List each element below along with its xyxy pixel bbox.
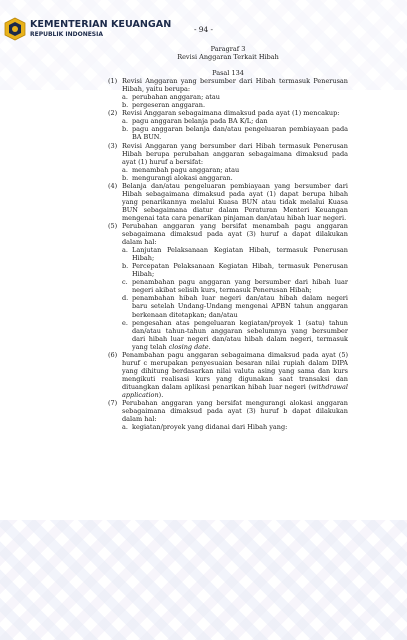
list-item — [122, 93, 348, 101]
item-label: a. — [122, 117, 128, 126]
paragraph-text-end: ). — [158, 390, 164, 399]
paragraph-number: (4) — [108, 181, 118, 190]
paragraph-text: Perubahan anggaran yang bersifat mengurangi alokasi anggaran sebagaimana dimaksud pada ayat (3) huruf b dapat dilakukan dalam hal: — [122, 399, 348, 424]
item-text: pagu anggaran belanja pada BA K/L; dan — [132, 117, 268, 126]
paragraph-7 — [108, 399, 348, 431]
item-label: a. — [122, 423, 128, 432]
item-label: a. — [122, 246, 128, 255]
item-label: b. — [122, 101, 129, 110]
paragraph-6 — [108, 351, 348, 399]
item-text: pengesahan atas pengeluaran kegiatan/proyek 1 (satu) tahun dan/atau tahun-tahun anggaran sebelumnya yang bersumber dari hibah luar negeri dan/atau hibah dalam negeri, termasuk yang telah — [132, 318, 348, 351]
list-item — [122, 319, 348, 351]
paragraph-number: (3) — [108, 141, 118, 150]
item-text: pergeseran anggaran. — [132, 101, 206, 110]
item-label: b. — [122, 262, 129, 271]
list-item — [122, 423, 348, 431]
item-label: a. — [122, 165, 128, 174]
paragraph-text: Revisi Anggaran sebagaimana dimaksud pada ayat (1) mencakup: — [122, 109, 340, 118]
list-item — [122, 117, 348, 125]
item-text: mengurangi alokasi anggaran. — [132, 173, 233, 182]
item-text: pagu anggaran belanja dan/atau pengeluaran pembiayaan pada BA BUN. — [132, 125, 348, 142]
background-pattern-bottom — [0, 520, 407, 640]
item-italic-term: closing date — [168, 342, 209, 351]
paragraph-4 — [108, 182, 348, 222]
list-item — [122, 174, 348, 182]
ministry-name: KEMENTERIAN KEUANGAN — [30, 19, 172, 31]
paragraph-1 — [108, 77, 348, 109]
paragraph-text: Perubahan anggaran yang bersifat menambah pagu anggaran sebagaimana dimaksud pada ayat (3) huruf a dapat dilakukan dalam hal: — [122, 221, 348, 247]
page-number: - 94 - — [193, 25, 214, 34]
paragraph-number: (7) — [108, 399, 118, 408]
item-text: Lanjutan Pelaksanaan Kegiatan Hibah, termasuk Penerusan Hibah; — [132, 246, 348, 263]
item-text: kegiatan/proyek yang didanai dari Hibah yang: — [132, 423, 288, 432]
article-heading: Pasal 134 — [212, 69, 244, 78]
list-item — [122, 101, 348, 109]
paragraph-5 — [108, 222, 348, 351]
item-label: b. — [122, 173, 129, 182]
paragraph-text: Penambahan pagu anggaran sebagaimana dimaksud pada ayat (5) huruf c merupakan penyesuaian besaran nilai rupiah dalam DIPA yang dihitung berdasarkan nilai valuta asing yang sama dan kurs mengikuti realisasi kurs yang digunakan saat transaksi dan dituangkan dalam aplikasi penarikan hibah luar negeri ( — [122, 350, 348, 391]
document-body — [108, 45, 348, 431]
paragraph-italic-term: withdrawal application — [122, 382, 348, 399]
list-item — [122, 278, 348, 294]
list-item — [122, 262, 348, 278]
item-label: e. — [122, 318, 128, 327]
item-label: a. — [122, 93, 128, 102]
paragraph-number: (1) — [108, 77, 118, 86]
list-item — [122, 246, 348, 262]
paragraph-number: (5) — [108, 221, 118, 230]
item-text: penambahan hibah luar negeri dan/atau hibah dalam negeri baru setelah Undang-Undang mengenai APBN tahun anggaran berkenaan ditetapkan; dan/atau — [132, 294, 348, 319]
item-text-end: . — [208, 342, 211, 351]
paragraph-text: Revisi Anggaran yang bersumber dari Hibah termasuk Penerusan Hibah, yaitu berupa: — [122, 77, 348, 94]
item-text: menambah pagu anggaran; atau — [132, 165, 240, 174]
item-text: perubahan anggaran; atau — [132, 93, 220, 102]
paragraph-3 — [108, 142, 348, 182]
paragraph-number: (6) — [108, 350, 118, 359]
paragraph-2 — [108, 109, 348, 141]
item-label: d. — [122, 294, 129, 303]
paragraph-number: (2) — [108, 109, 118, 118]
list-item — [122, 294, 348, 318]
list-item — [122, 125, 348, 141]
item-text: penambahan pagu anggaran yang bersumber dari hibah luar negeri akibat selisih kurs, termasuk Penerusan Hibah; — [132, 278, 348, 295]
paragraph-text: Revisi Anggaran yang bersumber dari Hibah termasuk Penerusan Hibah berupa perubahan anggaran sebagaimana dimaksud pada ayat (1) huruf a bersifat: — [122, 141, 348, 166]
item-label: c. — [122, 278, 128, 287]
part-heading: Paragraf 3 — [210, 45, 246, 53]
part-title: Revisi Anggaran Terkait Hibah — [177, 53, 279, 62]
paragraph-text: Belanja dan/atau pengeluaran pembiayaan yang bersumber dari Hibah sebagaimana dimaksud pada ayat (1) dapat berupa hibah yang penarikannya melalui Kuasa BUN atau tidak melalui Kuasa BUN sebagaimana diatur dalam Peraturan Menteri Keuangan mengenai tata cara penarikan pinjaman dan/atau hibah luar negeri. — [122, 181, 348, 222]
item-text: Percepatan Pelaksanaan Kegiatan Hibah, termasuk Penerusan Hibah; — [132, 262, 348, 279]
country-name: REPUBLIK INDONESIA — [30, 30, 104, 38]
list-item — [122, 166, 348, 174]
item-label: b. — [122, 125, 129, 134]
